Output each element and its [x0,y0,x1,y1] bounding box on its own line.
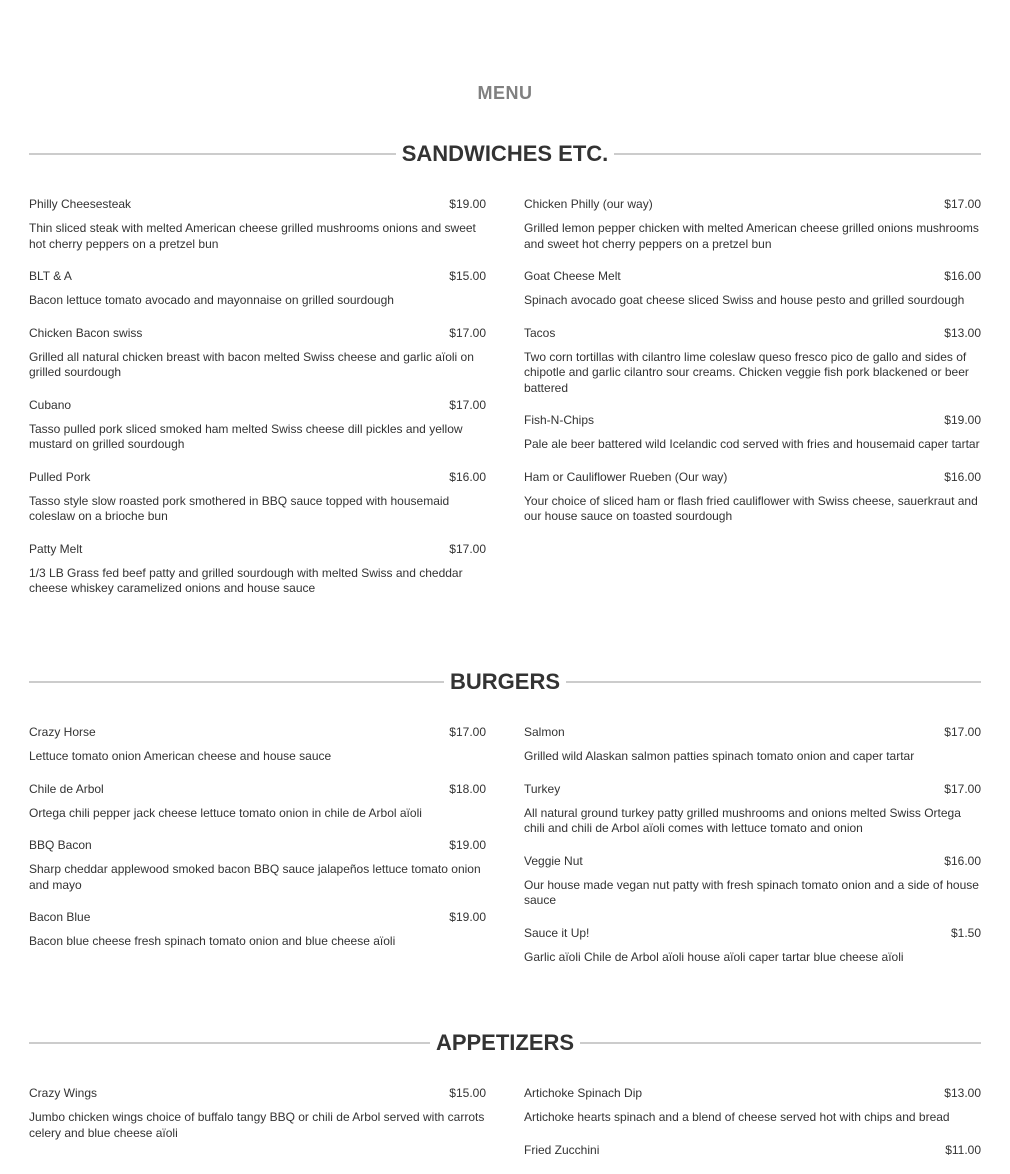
menu-item-header [524,269,981,283]
menu-item-name: Fried Zucchini [524,1142,600,1157]
menu-item-header [29,269,486,283]
divider-line [29,153,396,155]
divider-line [29,1042,430,1044]
section-appetizers [29,1028,981,1174]
menu-item-name: Patty Melt [29,541,83,556]
menu-item [524,782,981,837]
right-column [524,725,981,982]
menu-item-description: Grilled wild Alaskan salmon patties spinach tomato onion and caper tartar [524,749,915,763]
menu-item-header [29,910,486,924]
menu-item [524,470,981,525]
menu-item [29,838,486,893]
item-grid [29,197,981,614]
menu-item [524,197,981,252]
menu-item-header [29,398,486,412]
menu-item-header [29,197,486,211]
menu-item [29,910,486,950]
menu-item [29,470,486,525]
section-burgers [29,667,981,982]
menu-item-header [524,926,981,940]
menu-item-name: Fish-N-Chips [524,413,595,427]
menu-item-price: $18.00 [449,781,486,796]
divider-line [29,681,444,683]
menu-item-description: Bacon blue cheese fresh spinach tomato onion and blue cheese aïoli [29,934,396,948]
menu-item-price: $11.00 [945,1142,981,1157]
menu-item-name: Chicken Bacon swiss [29,325,143,340]
divider-line [580,1042,981,1044]
left-column [29,725,486,982]
menu-item-price: $17.00 [449,541,486,556]
section-title: SANDWICHES ETC. [401,141,609,166]
item-grid [29,1086,981,1174]
menu-item-description: 1/3 LB Grass fed beef patty and grilled sourdough with melted Swiss and cheddar cheese whiskey caramelized onions and house sauce [29,565,463,595]
menu-item-price: $17.00 [449,725,486,739]
menu-item-header [29,542,486,556]
menu-item [29,269,486,309]
menu-item-description: Two corn tortillas with cilantro lime coleslaw queso fresco pico de gallo and sides of chipotle and garlic cilantro sour creams. Chicken veggie fish pork blackened or beer battered [524,349,969,395]
menu-item-price: $13.00 [944,325,981,340]
menu-item-price: $17.00 [944,197,981,211]
menu-item-description: Jumbo chicken wings choice of buffalo tangy BBQ or chili de Arbol served with carrots celery and blue cheese aïoli [29,1110,485,1140]
menu-item-header [29,326,486,340]
item-grid [29,725,981,982]
divider-line [566,681,981,683]
menu-item-name: Veggie Nut [524,853,583,868]
menu-item-name: Turkey [524,781,561,796]
menu-item [524,1086,981,1126]
menu-item-description: Ortega chili pepper jack cheese lettuce tomato onion in chile de Arbol aïoli [29,805,422,820]
menu-item-name: Tacos [524,325,556,340]
menu-item [524,725,981,765]
menu-item-description: Grilled lemon pepper chicken with melted American cheese grilled onions mushrooms and sweet hot cherry peppers on a pretzel bun [524,221,979,251]
menu-item [29,1086,486,1141]
menu-item-description: Grilled all natural chicken breast with bacon melted Swiss cheese and garlic aïoli on grilled sourdough [29,349,474,379]
menu-item-price: $16.00 [944,853,981,868]
menu-item-header [29,838,486,852]
menu-item-description: Your choice of sliced ham or flash fried cauliflower with Swiss cheese, sauerkraut and our house sauce on toasted sourdough [524,493,978,523]
menu-item-name: Chicken Philly (our way) [524,197,653,211]
section-title: APPETIZERS [435,1030,575,1055]
right-column [524,197,981,614]
menu-item-price: $17.00 [449,397,486,412]
menu-item-description: Pale ale beer battered wild Icelandic cod served with fries and housemaid caper tartar [524,437,980,451]
left-column [29,1086,486,1174]
menu-item-header [29,1086,486,1100]
menu-item-description: Tasso style slow roasted pork smothered in BBQ sauce topped with housemaid coleslaw on a brioche bun [29,493,450,523]
left-column [29,197,486,614]
menu-item-description: Sharp cheddar applewood smoked bacon BBQ sauce jalapeños lettuce tomato onion and mayo [29,862,481,892]
menu-item-price: $17.00 [944,725,981,739]
menu-item-header [524,782,981,796]
menu-item-name: Artichoke Spinach Dip [524,1086,643,1100]
menu-item-header [524,413,981,427]
menu-item-price: $17.00 [449,325,486,340]
menu-item-name: Sauce it Up! [524,925,590,940]
menu-item-header [524,854,981,868]
menu-item [29,197,486,252]
menu-item [29,326,486,381]
menu-item [524,854,981,909]
menu-item [29,725,486,765]
menu-item-name: Chile de Arbol [29,781,104,796]
section-heading [29,139,981,169]
menu-item-name: Ham or Cauliflower Rueben (Our way) [524,469,728,484]
menu-item-description: Our house made vegan nut patty with fresh spinach tomato onion and a side of house sauce [524,877,979,907]
menu-item-description: Bacon lettuce tomato avocado and mayonnaise on grilled sourdough [29,293,394,307]
menu-item-description: Tasso pulled pork sliced smoked ham melted Swiss cheese dill pickles and yellow mustard on grilled sourdough [29,421,463,451]
menu-item-name: Philly Cheesesteak [29,197,132,211]
menu-item-header [524,1143,981,1157]
menu-item-price: $19.00 [449,838,486,852]
menu-item-header [29,725,486,739]
menu-item-name: Crazy Wings [29,1086,98,1100]
section-heading [29,667,981,697]
menu-item-price: $15.00 [449,1086,486,1100]
menu-item-header [29,470,486,484]
divider-line [614,153,981,155]
menu-item-description: Thin sliced steak with melted American cheese grilled mushrooms onions and sweet hot cherry peppers on a pretzel bun [29,221,476,251]
menu-item [29,398,486,453]
menu-item-price: $19.00 [449,197,486,211]
menu-item-price: $16.00 [944,269,981,283]
menu-item-name: BLT & A [29,269,72,283]
menu-item-price: $19.00 [944,413,981,427]
menu-item-name: Crazy Horse [29,725,96,739]
menu-item-price: $1.50 [950,925,981,940]
menu-item-header [524,326,981,340]
menu-item-header [524,1086,981,1100]
menu-item [29,782,486,822]
menu-item [524,926,981,966]
menu-item-price: $15.00 [449,269,486,283]
menu-item-description: Artichoke hearts spinach and a blend of cheese served hot with chips and bread [524,1110,950,1124]
menu-item-name: Pulled Pork [29,469,91,484]
menu-item-price: $16.00 [944,469,981,484]
menu-item-name: Salmon [524,725,565,739]
menu-item-header [524,725,981,739]
menu-item-price: $13.00 [944,1086,981,1100]
menu-item-description: Spinach avocado goat cheese sliced Swiss and house pesto and grilled sourdough [524,293,965,307]
menu-item-header [29,782,486,796]
menu-item-name: Cubano [29,397,72,412]
menu-item-name: Bacon Blue [29,910,91,924]
menu-item-price: $17.00 [944,781,981,796]
right-column [524,1086,981,1174]
menu-item [29,542,486,597]
menu-item-price: $16.00 [449,469,486,484]
menu-item-name: BBQ Bacon [29,838,92,852]
menu-item-header [524,197,981,211]
menu-item [524,1143,981,1157]
menu-title: MENU [477,83,533,103]
menu-item-description: Garlic aïoli Chile de Arbol aïoli house aïoli caper tartar blue cheese aïoli [524,949,904,964]
menu-item [524,269,981,309]
section-heading [29,1028,981,1058]
menu-item-description: Lettuce tomato onion American cheese and house sauce [29,749,332,763]
menu-item-price: $19.00 [449,910,486,924]
menu-item [524,413,981,453]
menu-item-description: All natural ground turkey patty grilled mushrooms and onions melted Swiss Ortega chili and chili de Arbol aïoli comes with lettuce tomato and onion [524,805,961,835]
menu-item-header [524,470,981,484]
section-title: BURGERS [450,669,561,694]
menu-item [524,326,981,397]
section-sandwiches [29,139,981,614]
menu-item-name: Goat Cheese Melt [524,269,621,283]
